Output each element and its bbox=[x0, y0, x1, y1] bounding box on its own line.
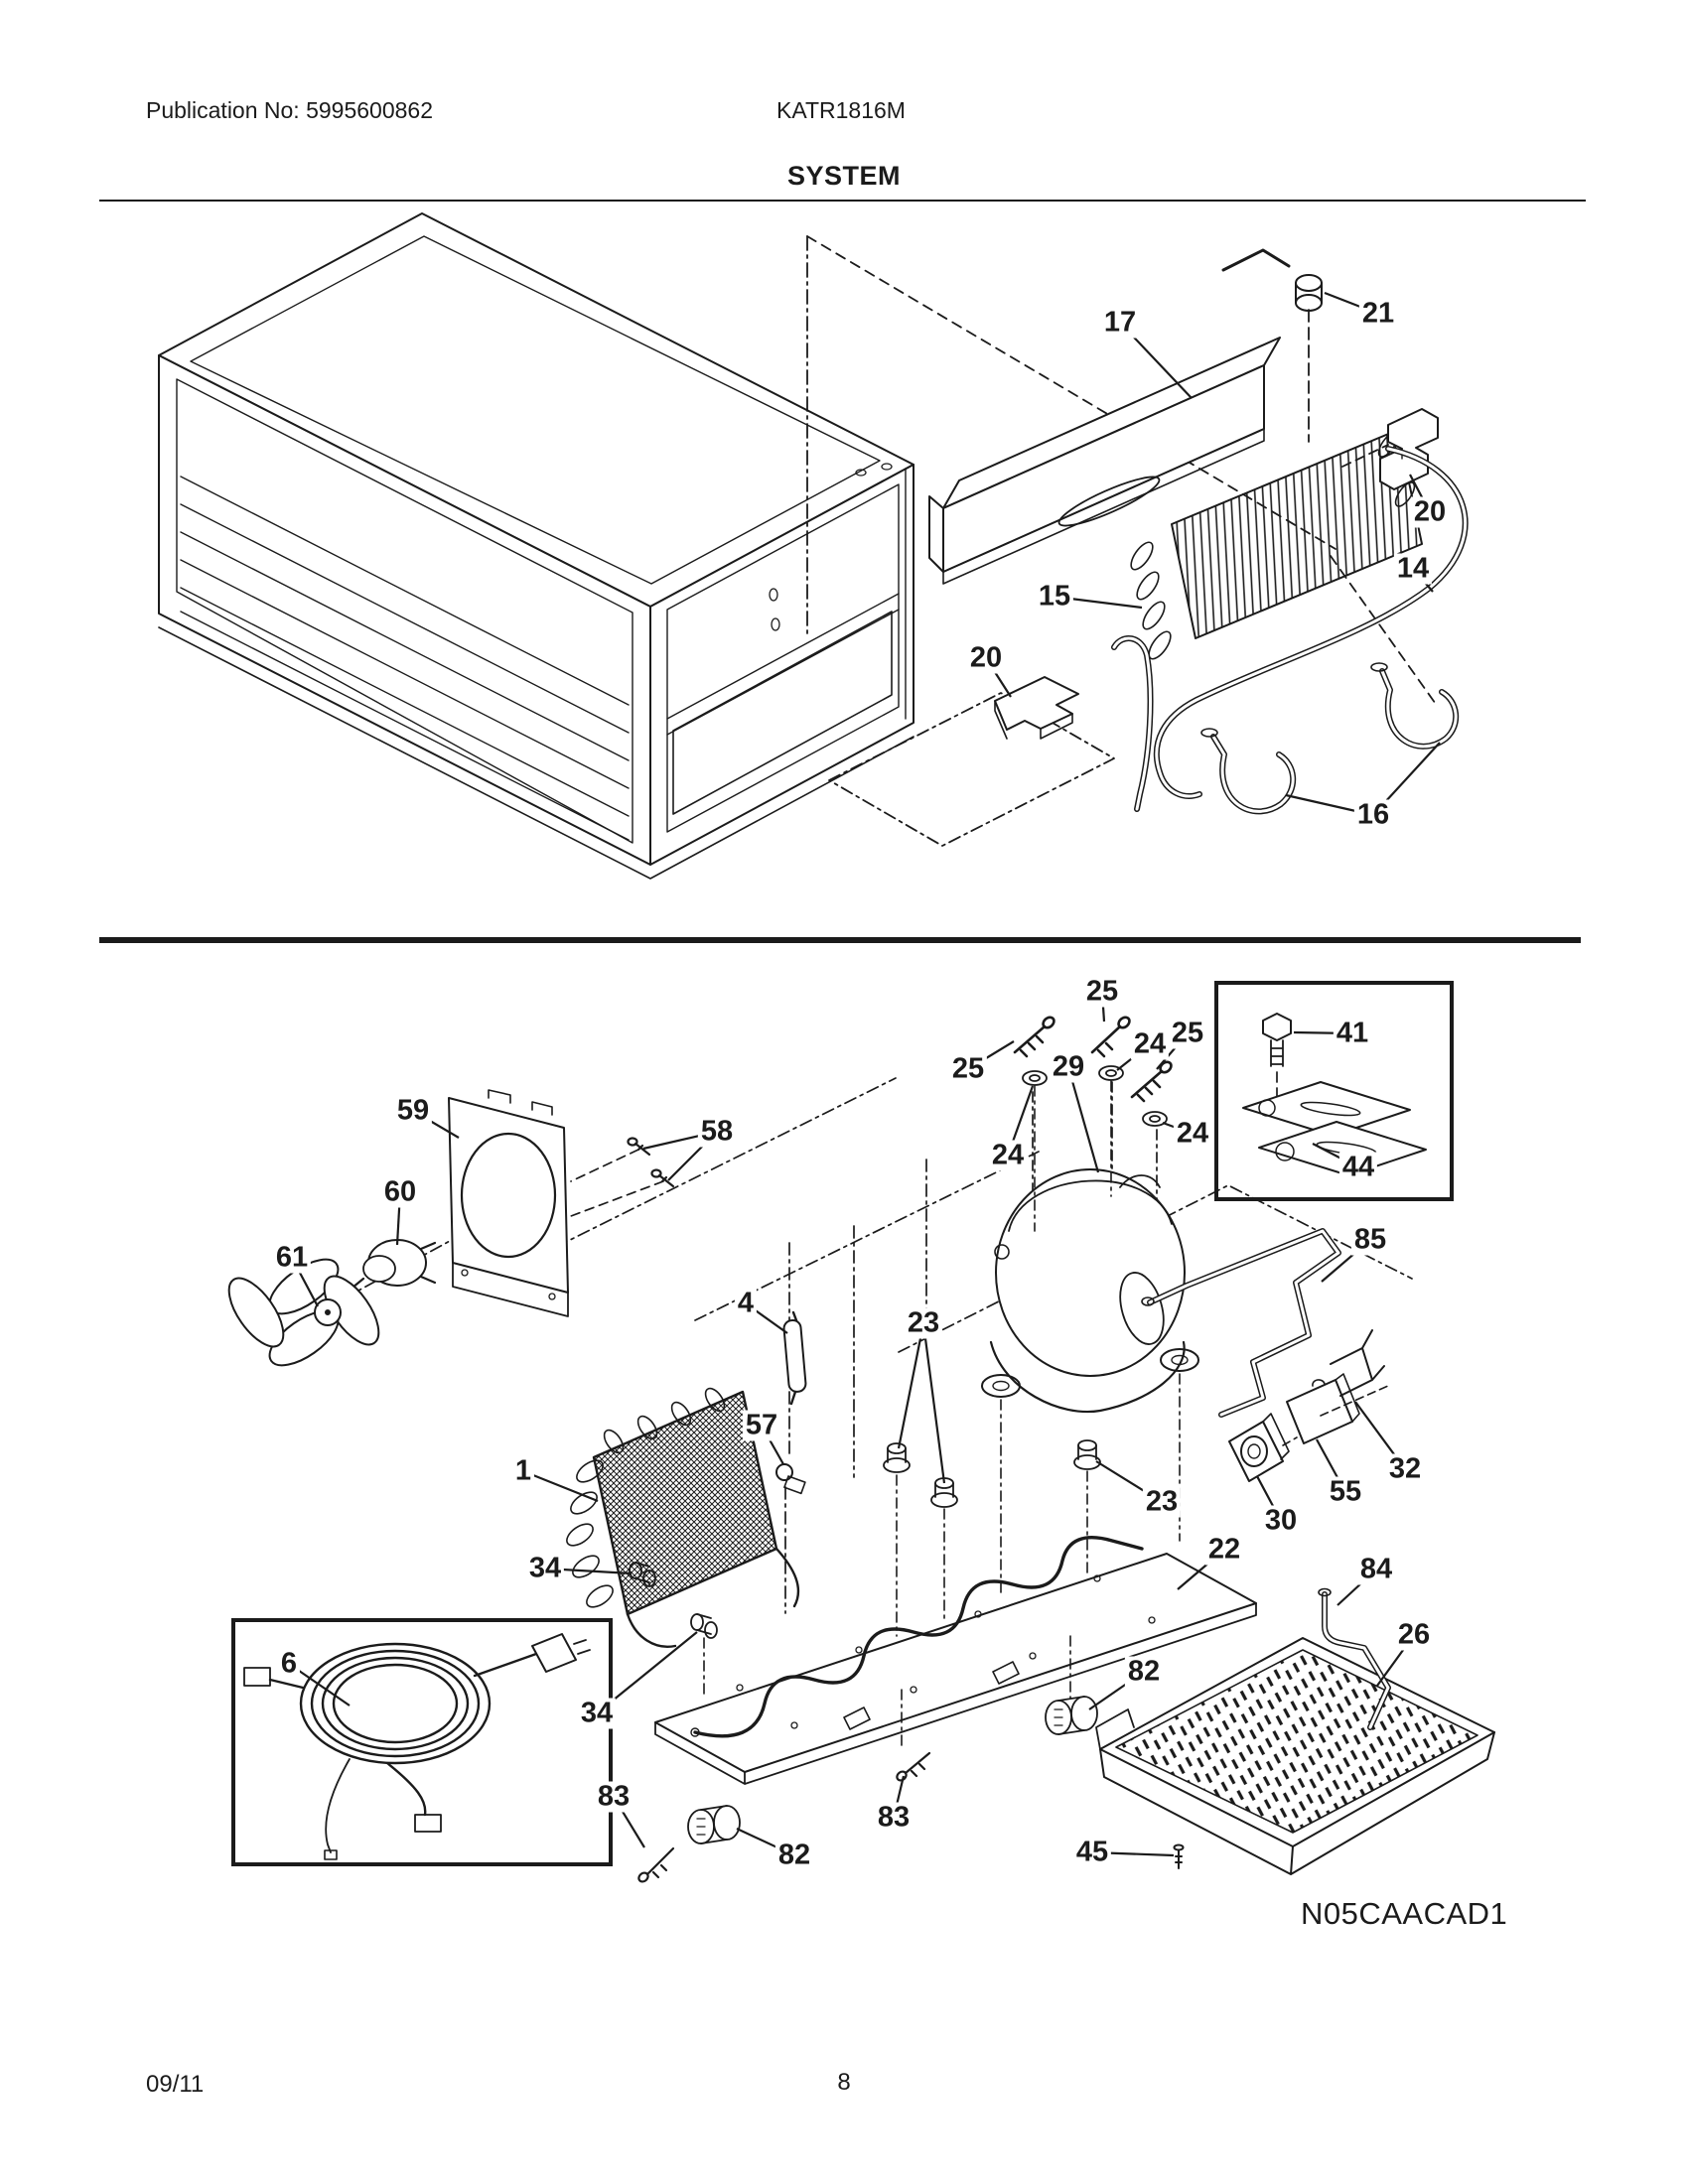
callout-82: 82 bbox=[1125, 1657, 1163, 1688]
leader-line bbox=[1055, 597, 1142, 608]
callout-85: 85 bbox=[1351, 1225, 1389, 1256]
leader-line bbox=[1325, 293, 1378, 314]
callout-84: 84 bbox=[1357, 1555, 1395, 1585]
model-number: KATR1816M bbox=[776, 97, 906, 123]
leader-line bbox=[668, 1132, 717, 1180]
callout-4: 4 bbox=[735, 1289, 757, 1319]
leader-line bbox=[413, 1111, 459, 1138]
footer-page-number: 8 bbox=[837, 2069, 851, 2096]
callout-25: 25 bbox=[949, 1054, 987, 1085]
callout-30: 30 bbox=[1262, 1506, 1300, 1537]
leader-line bbox=[1178, 1550, 1224, 1589]
page-title: SYSTEM bbox=[786, 161, 902, 191]
callout-59: 59 bbox=[394, 1096, 432, 1127]
leader-line bbox=[1163, 1123, 1193, 1134]
callout-15: 15 bbox=[1036, 582, 1073, 613]
leader-line bbox=[1096, 1461, 1162, 1502]
callout-23: 23 bbox=[905, 1308, 942, 1339]
callout-21: 21 bbox=[1359, 299, 1397, 330]
callout-82: 82 bbox=[775, 1841, 813, 1871]
leader-line bbox=[968, 1041, 1014, 1069]
callout-16: 16 bbox=[1354, 800, 1392, 831]
callout-41: 41 bbox=[1334, 1019, 1371, 1049]
callout-14: 14 bbox=[1394, 554, 1432, 585]
callout-20: 20 bbox=[1411, 497, 1449, 528]
callout-25: 25 bbox=[1169, 1019, 1206, 1049]
power-cord-inset-box bbox=[233, 1620, 611, 1864]
leader-line bbox=[894, 1776, 904, 1818]
callout-83: 83 bbox=[595, 1782, 633, 1813]
leader-line bbox=[1068, 1067, 1098, 1172]
callout-26: 26 bbox=[1395, 1620, 1433, 1651]
leader-line bbox=[1120, 323, 1192, 398]
callout-34: 34 bbox=[526, 1554, 564, 1584]
leader-line bbox=[289, 1664, 350, 1706]
leader-line bbox=[1413, 569, 1433, 592]
leader-line bbox=[1008, 1086, 1033, 1156]
leader-line bbox=[1089, 1672, 1144, 1709]
leader-line bbox=[1377, 1635, 1414, 1686]
leader-line bbox=[762, 1426, 783, 1464]
diagram-code: N05CAACAD1 bbox=[1301, 1896, 1508, 1931]
callout-83: 83 bbox=[875, 1803, 913, 1834]
callout-1: 1 bbox=[512, 1456, 534, 1487]
leader-line bbox=[1294, 1032, 1352, 1033]
leader-line bbox=[523, 1471, 598, 1501]
leader-line bbox=[643, 1132, 717, 1149]
publication-number: Publication No: 5995600862 bbox=[146, 97, 434, 123]
leader-line bbox=[1410, 475, 1430, 512]
leader-line bbox=[1257, 1476, 1281, 1521]
leader-line bbox=[899, 1323, 923, 1448]
leader-line bbox=[1373, 743, 1440, 815]
leader-line bbox=[1117, 1044, 1150, 1070]
leader-line bbox=[923, 1323, 944, 1483]
callout-34: 34 bbox=[578, 1699, 616, 1729]
callout-24: 24 bbox=[1131, 1029, 1169, 1060]
leader-line bbox=[1355, 1402, 1405, 1469]
leader-line bbox=[1313, 1144, 1358, 1167]
bracket-inset-box bbox=[1216, 983, 1452, 1199]
callout-6: 6 bbox=[278, 1649, 300, 1680]
callout-17: 17 bbox=[1101, 308, 1139, 339]
leader-line bbox=[1322, 1240, 1370, 1282]
leader-line bbox=[1286, 795, 1373, 815]
leader-line bbox=[545, 1569, 632, 1573]
leader-line bbox=[614, 1797, 644, 1847]
callout-60: 60 bbox=[381, 1177, 419, 1208]
leader-line bbox=[737, 1829, 794, 1855]
callout-24: 24 bbox=[989, 1141, 1027, 1171]
callout-24: 24 bbox=[1174, 1119, 1211, 1150]
leader-line bbox=[1317, 1439, 1345, 1492]
callout-57: 57 bbox=[743, 1411, 780, 1441]
callout-61: 61 bbox=[273, 1243, 311, 1274]
footer-date-code: 09/11 bbox=[146, 2071, 205, 2098]
callout-20: 20 bbox=[967, 643, 1005, 674]
leader-line bbox=[1337, 1570, 1376, 1605]
leader-line bbox=[746, 1303, 787, 1333]
callout-22: 22 bbox=[1205, 1535, 1243, 1566]
callout-45: 45 bbox=[1073, 1838, 1111, 1868]
callout-32: 32 bbox=[1386, 1454, 1424, 1485]
callout-55: 55 bbox=[1327, 1477, 1364, 1508]
callout-25: 25 bbox=[1083, 977, 1121, 1008]
callout-58: 58 bbox=[698, 1117, 736, 1148]
leader-line bbox=[986, 658, 1011, 697]
leader-line bbox=[1092, 1852, 1174, 1855]
callout-23: 23 bbox=[1143, 1487, 1181, 1518]
callout-29: 29 bbox=[1050, 1052, 1087, 1083]
leader-line bbox=[397, 1192, 400, 1245]
leader-line bbox=[1157, 1033, 1188, 1069]
callout-44: 44 bbox=[1339, 1153, 1377, 1183]
leader-line bbox=[292, 1258, 318, 1306]
leader-line bbox=[1102, 992, 1104, 1022]
